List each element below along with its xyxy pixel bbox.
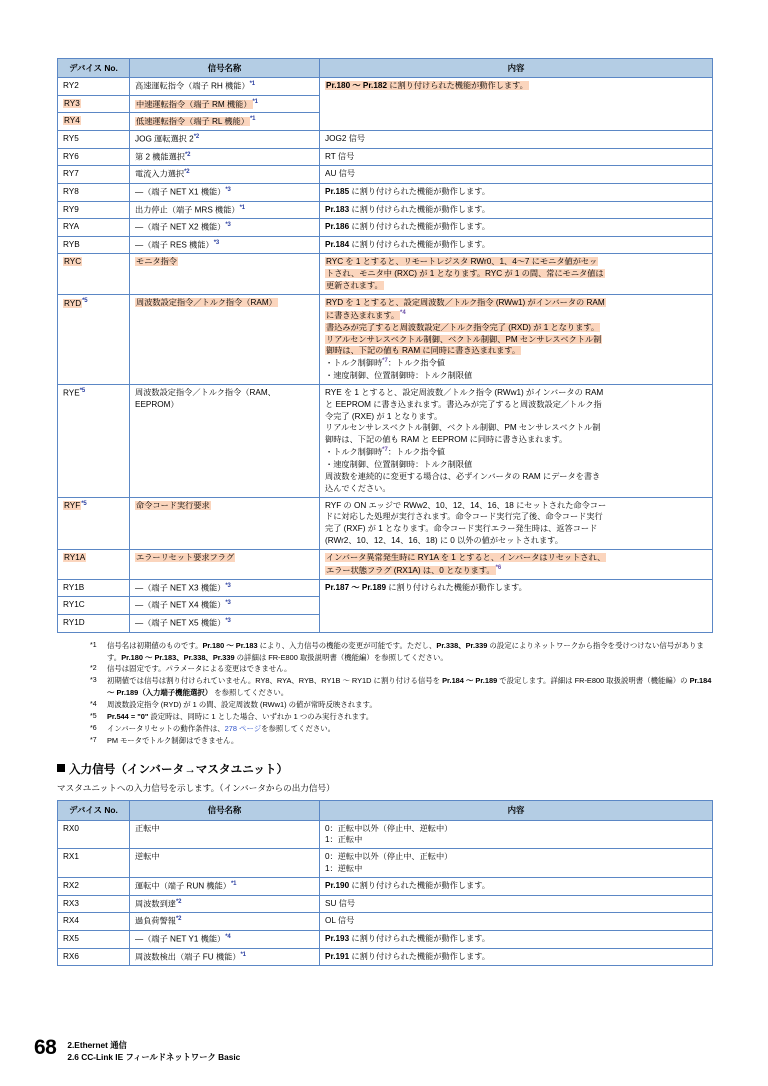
table-row xyxy=(58,131,713,149)
footnotes-list xyxy=(57,640,715,748)
device-id: RY1B xyxy=(63,582,85,592)
device-id: RY7 xyxy=(63,169,79,179)
table-header-row xyxy=(58,59,713,78)
column-header-description: 内容 xyxy=(320,801,713,820)
signal-name: JOG 運転選択 2 xyxy=(135,134,194,144)
device-id: RX4 xyxy=(63,916,79,926)
footnote-text: Pr.544 = "0" 設定時は、同時に 1 とした場合、いずれか 1 つのみ実行されます。 xyxy=(107,712,374,722)
description-line: 完了 (RXF) が 1 となります。命令コード実行エラー発生時は、返答コード xyxy=(325,524,598,534)
parameter-ref: Pr.183 xyxy=(325,204,350,214)
footnote-item xyxy=(90,663,715,675)
table-row xyxy=(58,913,713,931)
device-id: RX3 xyxy=(63,898,79,908)
table-row xyxy=(58,878,713,896)
signal-name: 逆転中 xyxy=(135,852,160,862)
description-cell xyxy=(320,497,713,550)
signal-name: ―（端子 NET Y1 機能） xyxy=(135,934,226,944)
description-text: に割り付けられた機能が動作します。 xyxy=(349,222,490,232)
footnote-ref: *1 xyxy=(249,116,256,123)
table-row-rye xyxy=(58,384,713,497)
table-row xyxy=(58,183,713,201)
column-header-description: 内容 xyxy=(320,59,713,78)
footnote-ref: *3 xyxy=(225,617,231,624)
footnote-ref: *7 xyxy=(382,358,388,365)
signal-name: ―（端子 NET X3 機能） xyxy=(135,583,226,593)
description-line: 0：正転中以外（停止中、逆転中） xyxy=(325,823,453,833)
table-row xyxy=(58,820,713,849)
footer-section: 2.6 CC-Link IE フィールドネットワーク Basic xyxy=(67,1052,241,1063)
footnote-marker: *5 xyxy=(90,713,97,721)
table-row xyxy=(58,579,713,597)
description-text: JOG2 信号 xyxy=(325,134,366,144)
description-text: に割り付けられた機能が動作します。 xyxy=(386,582,527,592)
footnote-ref: *3 xyxy=(213,239,219,246)
description-line: RYD を 1 とすると、設定周波数／トルク指令 (RWw1) がインバータの RAM xyxy=(326,298,605,308)
description-line: ・速度制御、位置制御時：トルク制限値 xyxy=(325,459,473,469)
signal-name: 高速運転指令（端子 RH 機能） xyxy=(135,81,250,91)
signal-name: 中速運転指令（端子 RM 機能） xyxy=(136,99,252,109)
footnote-marker: *3 xyxy=(90,677,97,685)
table-row-ryf xyxy=(58,497,713,550)
footer-chapter: 2.Ethernet 通信 xyxy=(67,1040,127,1051)
footnote-ref: *1 xyxy=(239,204,245,211)
signal-name: 正転中 xyxy=(135,823,160,833)
input-signal-table xyxy=(57,800,713,966)
column-header-signal-name: 信号名称 xyxy=(130,801,320,820)
footnote-ref: *7 xyxy=(382,447,388,454)
footnote-text: 初期値では信号は割り付けられていません。RY8、RYA、RYB、RY1B ～ RY1D に割り付ける信号を Pr.184 ～ Pr.189 で設定します。詳細は FR-E800 取扱説明書（機能編）の Pr.184 ～ Pr.189（入力端子機能選択） を参照してください。 xyxy=(107,676,712,698)
device-id: RYD xyxy=(64,298,82,308)
device-id: RY8 xyxy=(63,186,79,196)
device-id: RX1 xyxy=(63,852,79,862)
signal-name: エラーリセット要求フラグ xyxy=(136,553,235,563)
footnote-ref: *5 xyxy=(81,500,87,507)
footnote-item xyxy=(90,723,715,735)
description-text: RT 信号 xyxy=(325,151,355,161)
device-id: RY1D xyxy=(63,617,85,627)
description-line: トされ、モニタ中 (RXC) が 1 となります。RYC が 1 の間、常にモニタ値は xyxy=(326,269,604,279)
device-id: RYF xyxy=(64,501,81,511)
footnote-marker: *2 xyxy=(90,665,97,673)
device-id: RX0 xyxy=(63,823,79,833)
device-id: RX2 xyxy=(63,881,79,891)
signal-name: ―（端子 NET X4 機能） xyxy=(135,601,226,610)
signal-name: ―（端子 NET X5 機能） xyxy=(135,618,226,628)
footnote-ref: *4 xyxy=(225,934,231,940)
footnote-ref: *5 xyxy=(79,387,85,394)
footnote-text: 信号は固定です。パラメータによる変更はできません。 xyxy=(107,664,292,674)
description-line: に書き込まれます。 xyxy=(326,310,400,320)
signal-name: 命令コード実行要求 xyxy=(136,500,210,510)
footnote-ref: *2 xyxy=(184,169,190,176)
signal-name: 電流入力選択 xyxy=(135,170,185,180)
footnote-text: 周波数設定指令 (RYD) が 1 の間、設定周波数 (RWw1) の値が常時反映されます。 xyxy=(107,700,377,710)
merged-description-cell xyxy=(320,579,713,632)
description-line: 1：正転中 xyxy=(325,835,363,845)
description-text: に割り付けられた機能が動作します。 xyxy=(387,81,528,91)
description-line: RYE を 1 とすると、設定周波数／トルク指令 (RWw1) がインバータの RAM xyxy=(325,387,604,397)
device-id: RX6 xyxy=(63,951,79,961)
footnote-item xyxy=(90,699,715,711)
description-text: に割り付けられた機能が動作します。 xyxy=(349,934,490,943)
footnote-ref: *1 xyxy=(230,881,237,888)
column-header-device: デバイス No. xyxy=(58,801,130,820)
description-text: に割り付けられた機能が動作します。 xyxy=(349,204,490,214)
description-cell xyxy=(320,295,713,385)
table-row xyxy=(58,78,713,96)
device-id: RX5 xyxy=(63,934,79,943)
footnote-ref: *3 xyxy=(225,186,231,193)
footnote-item xyxy=(90,735,715,747)
signal-name: ―（端子 NET X1 機能） xyxy=(135,187,226,197)
description-line: ・速度制御、位置制御時：トルク制限値 xyxy=(325,370,473,380)
description-line: 1：逆転中 xyxy=(325,864,363,874)
description-line: 周波数を連続的に変更する場合は、必ずインバータの RAM にデータを書き xyxy=(325,471,601,481)
device-id: RYC xyxy=(64,257,82,267)
table-body xyxy=(58,820,713,966)
parameter-ref: Pr.193 xyxy=(325,934,350,943)
footnote-ref: *1 xyxy=(240,951,246,958)
description-cell xyxy=(320,384,713,497)
device-id: RY1A xyxy=(64,553,86,563)
table-row xyxy=(58,148,713,166)
footnote-marker: *6 xyxy=(90,725,97,733)
description-line: ：トルク指令値 xyxy=(387,448,445,457)
description-line: RYC を 1 とすると、リモートレジスタ RWr0、1、4～7 にモニタ値がセッ xyxy=(326,257,598,267)
footnote-ref: *1 xyxy=(249,81,255,88)
device-id: RY6 xyxy=(63,151,79,161)
footnote-ref: *3 xyxy=(225,222,231,229)
footnote-ref: *4 xyxy=(400,310,406,316)
description-text: OL 信号 xyxy=(325,916,355,926)
device-id: RY2 xyxy=(63,81,79,91)
footnote-ref: *2 xyxy=(175,916,182,923)
description-cell xyxy=(320,550,713,580)
page-number: 68 xyxy=(34,1036,57,1060)
device-id: RYA xyxy=(63,222,80,232)
signal-name: 過負荷警報 xyxy=(135,917,176,927)
footnote-marker: *4 xyxy=(90,701,97,709)
footnote-ref: *2 xyxy=(185,151,191,158)
parameter-ref: Pr.190 xyxy=(325,881,350,891)
table-row xyxy=(58,948,713,966)
signal-name: 低速運転指令（端子 RL 機能） xyxy=(136,117,249,127)
section-subtext: マスタユニットへの入力信号を示します。（インバータからの出力信号） xyxy=(57,783,335,794)
footnote-ref: *2 xyxy=(175,898,182,905)
description-line: エラー状態フラグ (RX1A) は、0 となります。 xyxy=(326,565,495,575)
description-text: に割り付けられた機能が動作します。 xyxy=(349,951,490,961)
footnote-item xyxy=(90,675,715,699)
parameter-ref: Pr.187 ～ Pr.189 xyxy=(325,582,386,592)
section-heading-text: 入力信号（インバータ→マスタユニット） xyxy=(69,764,289,777)
description-line: リアルセンサレスベクトル制御、ベクトル制御、PM センサレスベクトル制 xyxy=(325,423,601,433)
signal-name: 出力停止（端子 MRS 機能） xyxy=(135,205,240,215)
parameter-ref: Pr.184 xyxy=(325,239,350,249)
table-row xyxy=(58,895,713,913)
device-id: RY1C xyxy=(63,600,85,610)
description-text: に割り付けられた機能が動作します。 xyxy=(349,239,490,249)
footnote-text: 信号名は初期値のものです。Pr.180 ～ Pr.183 により、入力信号の機能の変更が可能です。ただし、Pr.338、Pr.339 の設定によりネットワークから指令を受けつけない信号があります。Pr.180 ～ Pr.183、Pr.338、Pr.339 の詳細は FR-E800 取扱説明書（機能編）を参照してください。 xyxy=(107,640,704,662)
table-row-ryc xyxy=(58,254,713,295)
description-text: に割り付けられた機能が動作します。 xyxy=(349,881,490,891)
table-row-ry1a xyxy=(58,550,713,580)
signal-name: 周波数検出（端子 FU 機能） xyxy=(135,952,241,962)
table-row-ryd xyxy=(58,295,713,385)
signal-name: 周波数設定指令／トルク指令（RAM） xyxy=(136,298,277,308)
description-cell xyxy=(320,254,713,295)
table-row xyxy=(58,931,713,949)
page-content xyxy=(57,58,715,966)
description-line: (RWr2、10、12、14、16、18) に 0 以外の値がセットされます。 xyxy=(325,536,563,546)
footnote-marker: *1 xyxy=(90,641,97,649)
description-line: と EEPROM に書き込まれます。書込みが完了すると周波数設定／トルク指 xyxy=(325,399,602,409)
table-row xyxy=(58,236,713,254)
footnote-text: PM モータでトルク制御はできません。 xyxy=(107,736,239,746)
signal-name: ―（端子 RES 機能） xyxy=(135,240,214,250)
description-line: 御時は、下記の値も RAM と EEPROM に同時に書き込まれます。 xyxy=(325,435,568,445)
signal-name: 運転中（端子 RUN 機能） xyxy=(135,881,231,891)
table-row xyxy=(58,219,713,237)
footnote-ref: *3 xyxy=(225,600,231,607)
signal-name: モニタ指令 xyxy=(136,257,177,267)
description-line: リアルセンサレスベクトル制御、ベクトル制御、PM センサレスベクトル制 xyxy=(326,334,602,344)
description-cell xyxy=(320,820,713,849)
table-row xyxy=(58,201,713,219)
footer-breadcrumb xyxy=(67,1037,240,1064)
output-signal-table xyxy=(57,58,713,633)
table-header-row xyxy=(58,801,713,820)
section-heading xyxy=(57,761,715,777)
signal-name: 周波数到達 xyxy=(135,899,176,909)
description-line: ・トルク制御時 xyxy=(325,359,383,369)
description-line: ・トルク制御時 xyxy=(325,448,383,457)
signal-name: 第 2 機能選択 xyxy=(135,152,186,162)
parameter-ref: Pr.180 ～ Pr.182 xyxy=(326,81,387,91)
column-header-signal-name: 信号名称 xyxy=(130,59,320,78)
description-text: に割り付けられた機能が動作します。 xyxy=(349,186,490,196)
footnote-text: インバータリセットの動作条件は、278 ページを参照してください。 xyxy=(107,724,336,734)
description-line: ドに対応した処理が実行されます。命令コード実行完了後、命令コード実行 xyxy=(325,512,603,522)
footnote-marker: *7 xyxy=(90,737,97,745)
merged-description-cell xyxy=(320,78,713,131)
description-line: 込んでください。 xyxy=(325,483,391,493)
signal-name: 周波数設定指令／トルク指令（RAM、EEPROM） xyxy=(135,387,276,409)
footnote-ref: *2 xyxy=(193,134,199,141)
footnote-item xyxy=(90,711,715,723)
description-line: 書込みが完了すると周波数設定／トルク指令完了 (RXD) が 1 となります。 xyxy=(326,322,600,332)
description-line: RYF の ON エッジで RWw2、10、12、14、16、18 にセットされた命令コー xyxy=(325,500,607,510)
description-line: 令完了 (RXE) が 1 となります。 xyxy=(325,411,443,421)
device-id: RYE xyxy=(63,388,80,398)
device-id: RYB xyxy=(63,239,80,249)
footnote-item xyxy=(90,640,715,664)
footnote-ref: *1 xyxy=(252,98,258,105)
device-id: RY5 xyxy=(63,134,79,144)
description-text: SU 信号 xyxy=(325,898,356,908)
page-footer xyxy=(34,1037,240,1064)
parameter-ref: Pr.186 xyxy=(325,222,350,232)
device-id: RY3 xyxy=(64,98,80,108)
table-row xyxy=(58,849,713,878)
signal-name: ―（端子 NET X2 機能） xyxy=(135,222,226,232)
footnote-ref: *3 xyxy=(225,582,231,589)
parameter-ref: Pr.185 xyxy=(325,186,350,196)
description-line: 更新されます。 xyxy=(326,281,383,291)
page-reference-link[interactable]: 278 ページ xyxy=(224,724,262,734)
description-line: 0：逆転中以外（停止中、正転中） xyxy=(325,852,453,862)
column-header-device: デバイス No. xyxy=(58,59,130,78)
description-line: インバータ異常発生時に RY1A を 1 とすると、インバータはリセットされ、 xyxy=(326,553,606,563)
table-row xyxy=(58,166,713,184)
device-id: RY9 xyxy=(63,204,79,214)
description-text: AU 信号 xyxy=(325,169,356,179)
footnote-ref: *5 xyxy=(82,298,88,305)
description-cell xyxy=(320,849,713,878)
footnote-ref: *6 xyxy=(495,565,502,572)
description-line: 御時は、下記の値も RAM に同時に書き込まれます。 xyxy=(326,346,521,356)
bullet-square-icon xyxy=(57,764,65,772)
device-id: RY4 xyxy=(64,116,80,126)
description-line: ：トルク指令値 xyxy=(387,359,445,369)
table-body xyxy=(58,78,713,632)
parameter-ref: Pr.191 xyxy=(325,951,350,961)
